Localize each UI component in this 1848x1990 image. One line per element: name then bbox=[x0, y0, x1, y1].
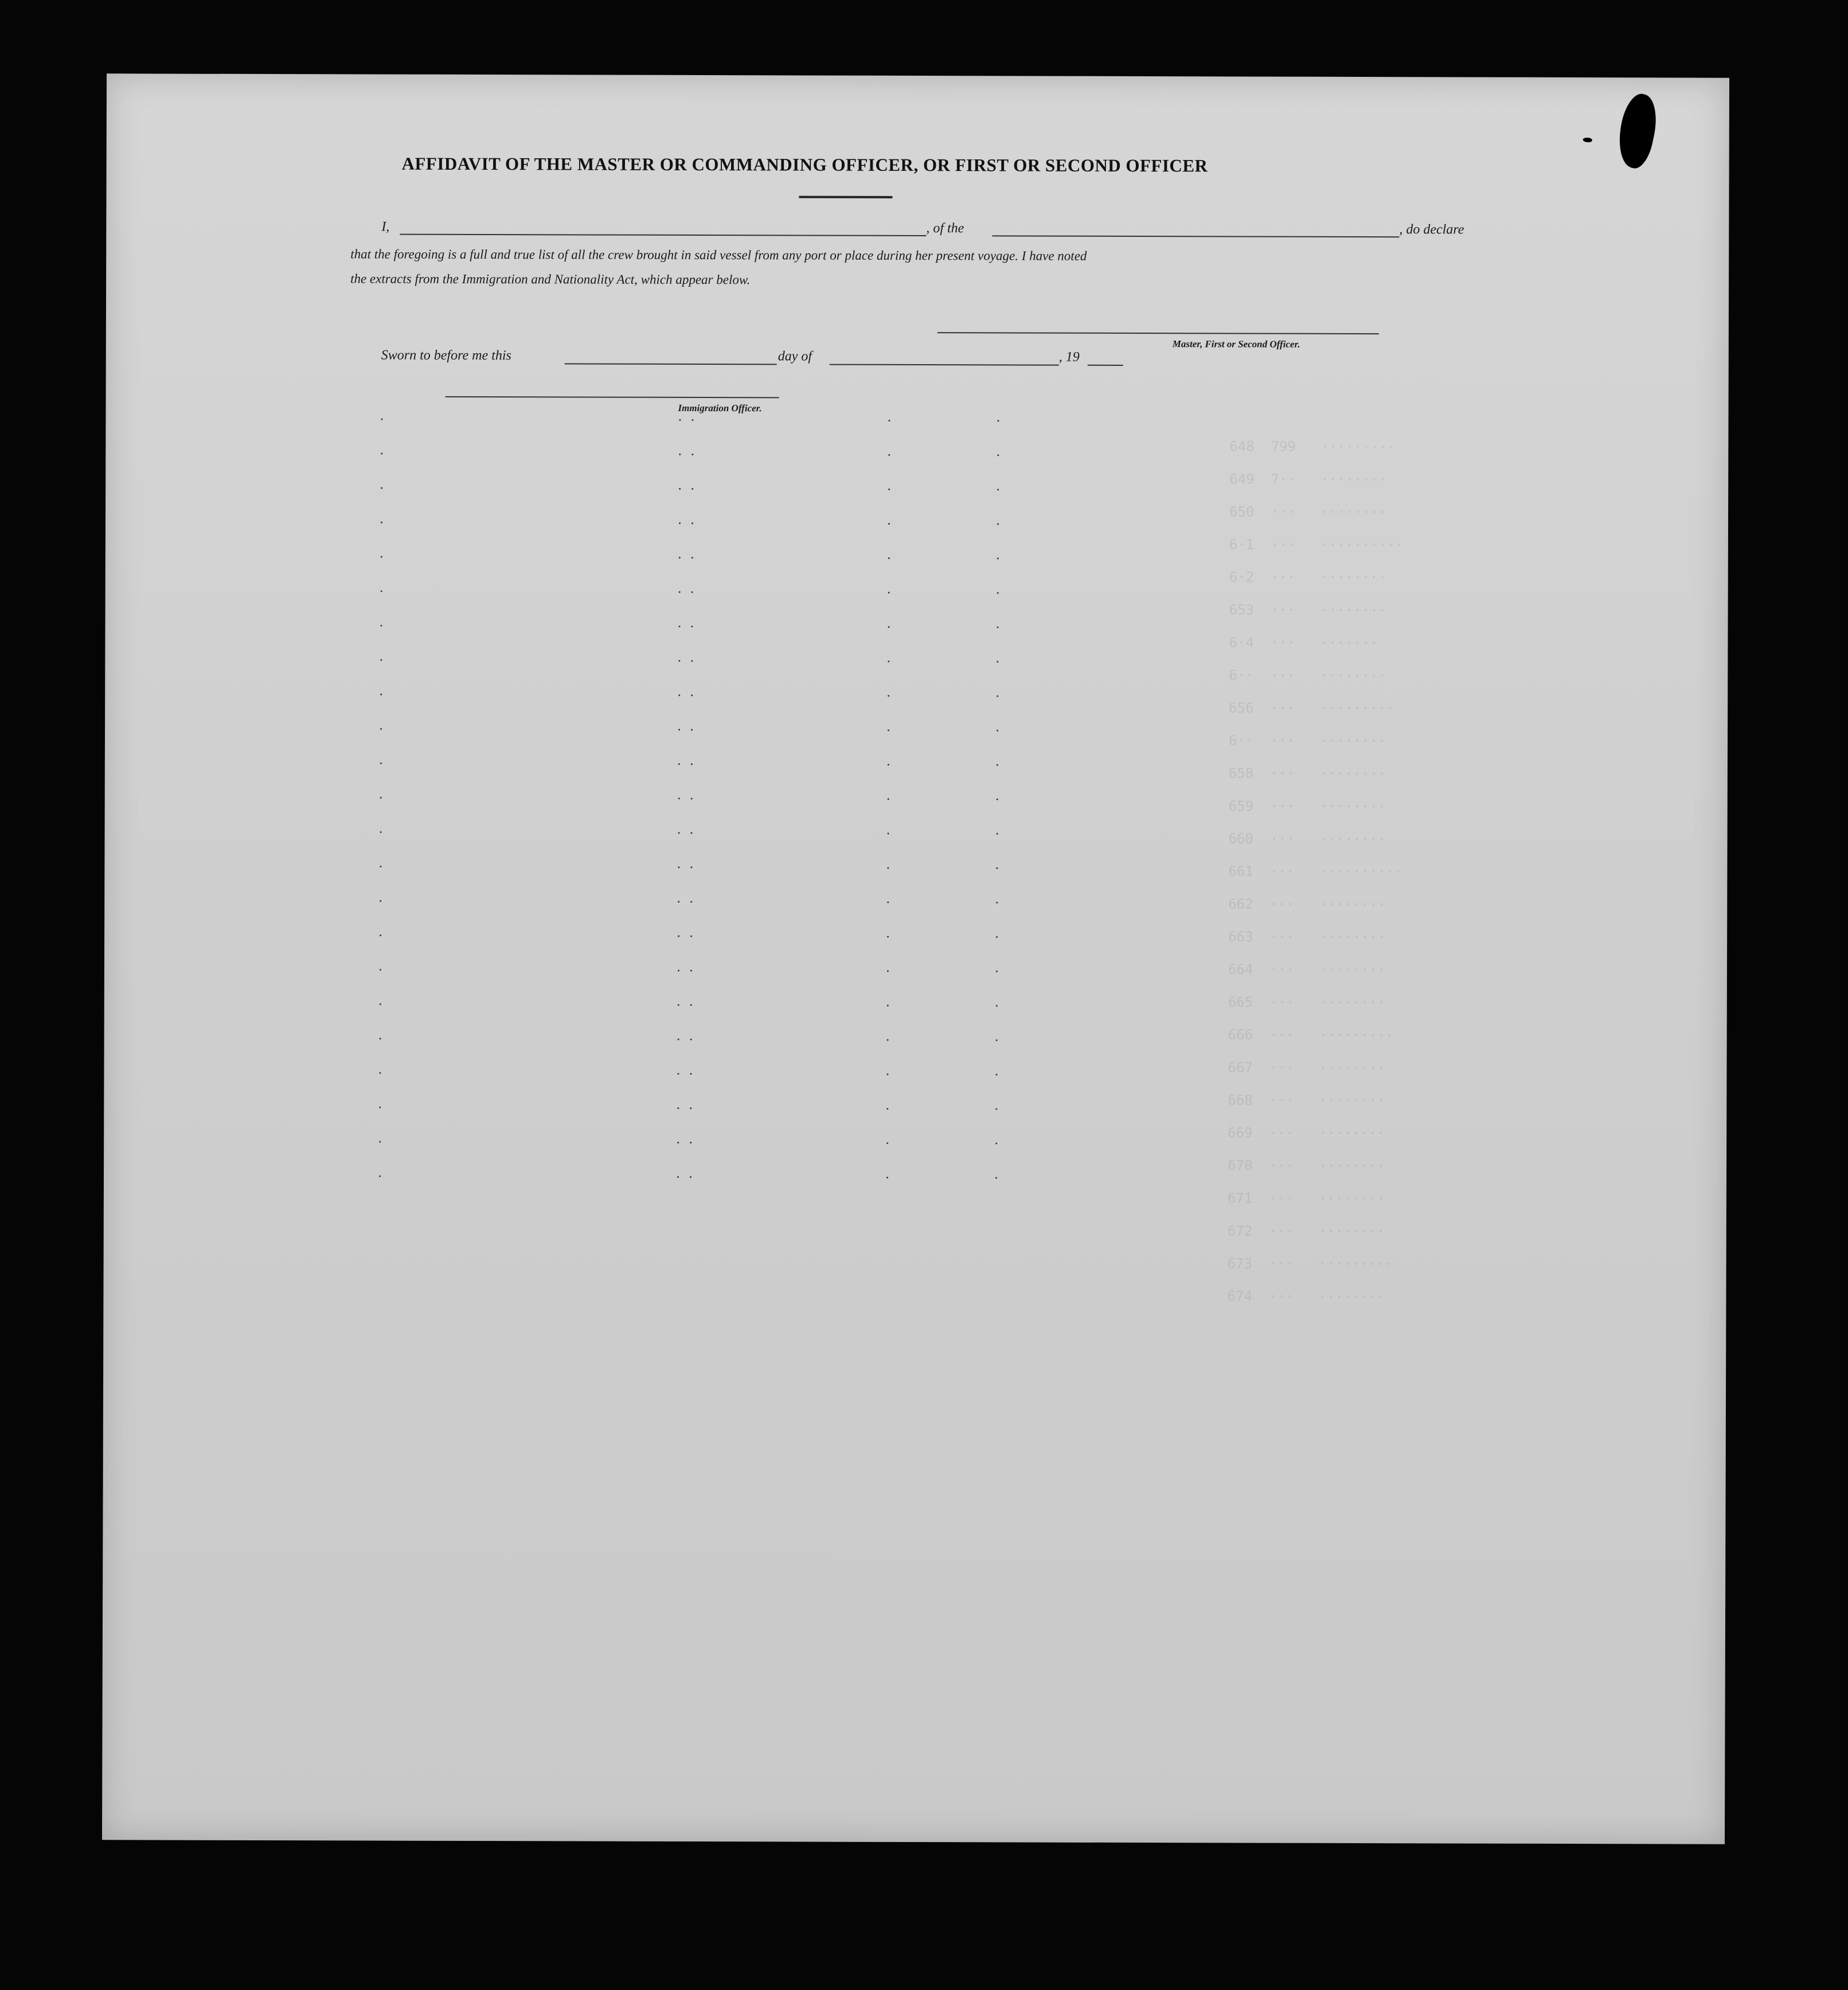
bleed-through-text: 648 799 ········· 649 7·· ········ 650 ··· ········ 6·1 ··· ·········· 6·2 ··· ········ 653 ··· ········ 6·4 ··· ······· 6·· ··· ········ 656 ··· ········· 6·· ··· ········ 658 ··· ········ 659 ··· ········ 660 ··· ········ 661 ··· ·········· 662 ··· ········ 663 ··· ········ 664 ··· ········ 665 ··· ········ 666 ··· ········· 667 ··· ········ 668 ··· ········ 669 ··· ········ 670 ··· ········ 671 ··· ········ 672 ··· ········ 673 ··· ········· 674 ··· ········ bbox=[1227, 405, 1404, 1337]
sworn-day-of: day of bbox=[778, 349, 812, 364]
master-name-blank[interactable] bbox=[400, 234, 926, 236]
master-signature-line[interactable] bbox=[937, 332, 1379, 334]
dot-column bbox=[690, 419, 694, 1211]
affidavit-title: AFFIDAVIT OF THE MASTER OR COMMANDING OFFICER, OR FIRST OR SECOND OFFICER bbox=[401, 153, 1208, 176]
dot-column bbox=[379, 419, 384, 1210]
declaration-body-line-2: the extracts from the Immigration and Nationality Act, which appear below. bbox=[350, 271, 751, 287]
document-page bbox=[102, 73, 1729, 1844]
sworn-year: , 19 bbox=[1058, 349, 1080, 365]
sworn-text: Sworn to before me this bbox=[381, 348, 511, 364]
master-signature-caption: Master, First or Second Officer. bbox=[1172, 338, 1300, 350]
title-underline bbox=[799, 196, 892, 198]
sworn-year-blank[interactable] bbox=[1088, 365, 1123, 366]
sworn-day-blank[interactable] bbox=[565, 363, 777, 365]
dot-column bbox=[886, 420, 891, 1211]
sworn-month-blank[interactable] bbox=[830, 364, 1059, 366]
immigration-officer-caption: Immigration Officer. bbox=[678, 402, 762, 414]
declaration-i: I, bbox=[381, 219, 390, 235]
ink-speck bbox=[1583, 138, 1592, 142]
vessel-name-blank[interactable] bbox=[992, 235, 1399, 237]
dot-column bbox=[677, 419, 682, 1211]
declaration-of-the: , of the bbox=[926, 221, 964, 236]
immigration-officer-signature-line[interactable] bbox=[446, 396, 779, 399]
declaration-body-line: that the foregoing is a full and true list of all the crew brought in said vessel from any port or place during her present voyage. I have noted bbox=[350, 247, 1087, 263]
ink-blot bbox=[1613, 91, 1662, 171]
declaration-do-declare: , do declare bbox=[1399, 222, 1464, 237]
dot-column bbox=[995, 420, 1000, 1211]
